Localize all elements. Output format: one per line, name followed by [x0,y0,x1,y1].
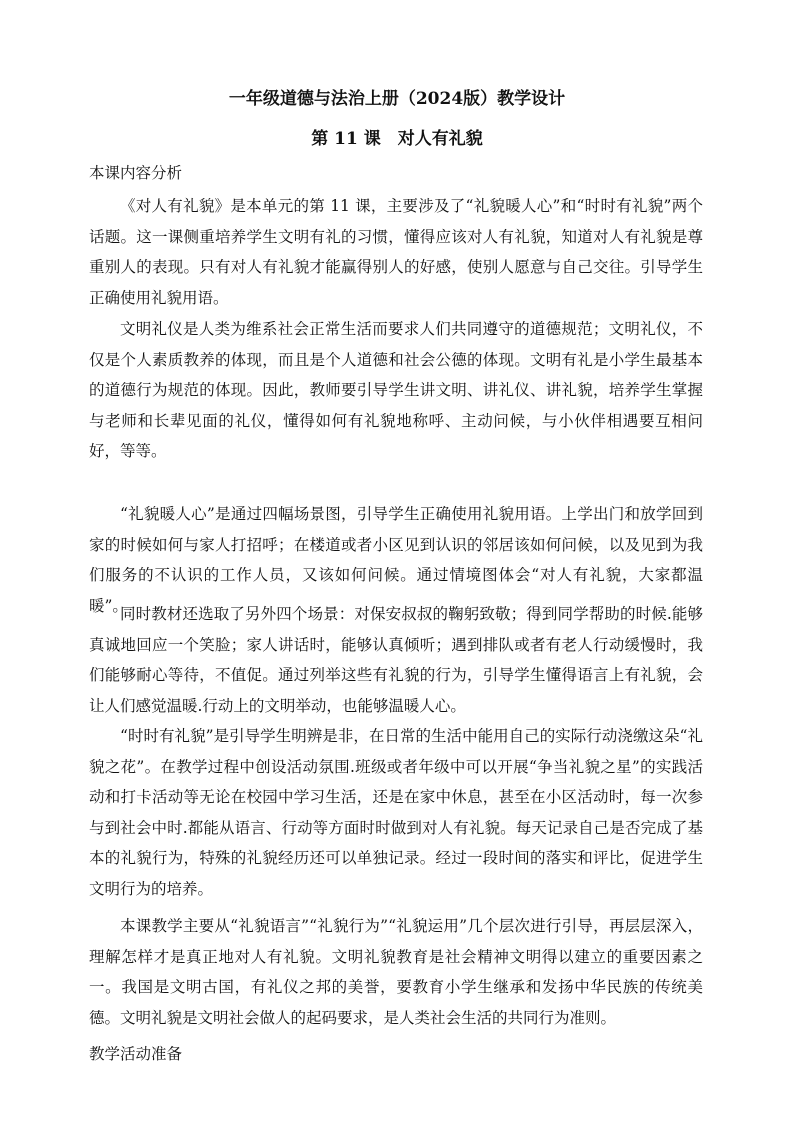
document-title: 一年级道德与法治上册（2024版）教学设计 [228,89,566,109]
lesson-title: 第 11 课 对人有礼貌 [311,129,483,149]
section-heading-activity-prep: 教学活动准备 [89,1045,183,1063]
paragraph: “时时有礼貌”是引导学生明辨是非，在日常的生活中能用自己的实际行动浇缴这朵“礼貌之花”。在教学过程中创设活动氛围.班级或者年级中可以开展“争当礼貌之星”的实践活动和打卡活动等无论在校园中学习生活，还是在家中休息，甚至在小区活动时，每一次参与到社会中时.都能从语言、行动等方面时时做到对人有礼貌。每天记录自己是否完成了基本的礼貌行为，特殊的礼貌经历还可以单独记录。经过一段时间的落实和评比，促进学生文明行为的培养。 [89,727,703,898]
paragraph: 《对人有礼貌》是本单元的第 11 课，主要涉及了“礼貌暖人心”和“时时有礼貌”两个话题。这一课侧重培养学生文明有礼的习惯，懂得应该对人有礼貌，知道对人有礼貌是尊重别人的表现。只有对人有礼貌才能赢得别人的好感，使别人愿意与自己交往。引导学生正确使用礼貌用语。 [89,197,703,307]
paragraph: “礼貌暖人心”是通过四幅场景图，引导学生正确使用礼貌用语。上学出门和放学回到家的时候如何与家人打招呼；在楼道或者小区见到认识的邻居该如何问候，以及见到为我们服务的不认识的工作人员，又该如何问候。通过情境图体会“对人有礼貌，大家都温暖”。 [89,505,703,615]
paragraph: 文明礼仪是人类为维系社会正常生活而要求人们共同遵守的道德规范；文明礼仪，不仅是个人素质教养的体现，而且是个人道德和社会公德的体现。文明有礼是小学生最基本的道德行为规范的体现。因此，教师要引导学生讲文明、讲礼仪、讲礼貌，培养学生掌握与老师和长辈见面的礼仪，懂得如何有礼貌地称呼、主动问候，与小伙伴相遇要互相问好，等等。 [89,320,703,460]
section-heading-content-analysis: 本课内容分析 [89,164,183,182]
paragraph: 同时教材还选取了另外四个场景：对保安叔叔的鞠躬致敬；得到同学帮助的时候.能够真诚地回应一个笑脸；家人讲话时，能够认真倾听；遇到排队或者有老人行动缓慢时，我们能够耐心等待，不值促。通过列举这些有礼貌的行为，引导学生懂得语言上有礼貌，会让人们感觉温暖.行动上的文明举动，也能够温暖人心。 [89,605,703,715]
paragraph: 本课教学主要从“礼貌语言”“礼貌行为”“礼貌运用”几个层次进行引导，再层层深入，理解怎样才是真正地对人有礼貌。文明礼貌教育是社会精神文明得以建立的重要因素之一。我国是文明古国，有礼仪之邦的美誉，要教育小学生继承和发扬中华民族的传统美德。文明礼貌是文明社会做人的起码要求，是人类社会生活的共同行为准则。 [89,917,703,1027]
